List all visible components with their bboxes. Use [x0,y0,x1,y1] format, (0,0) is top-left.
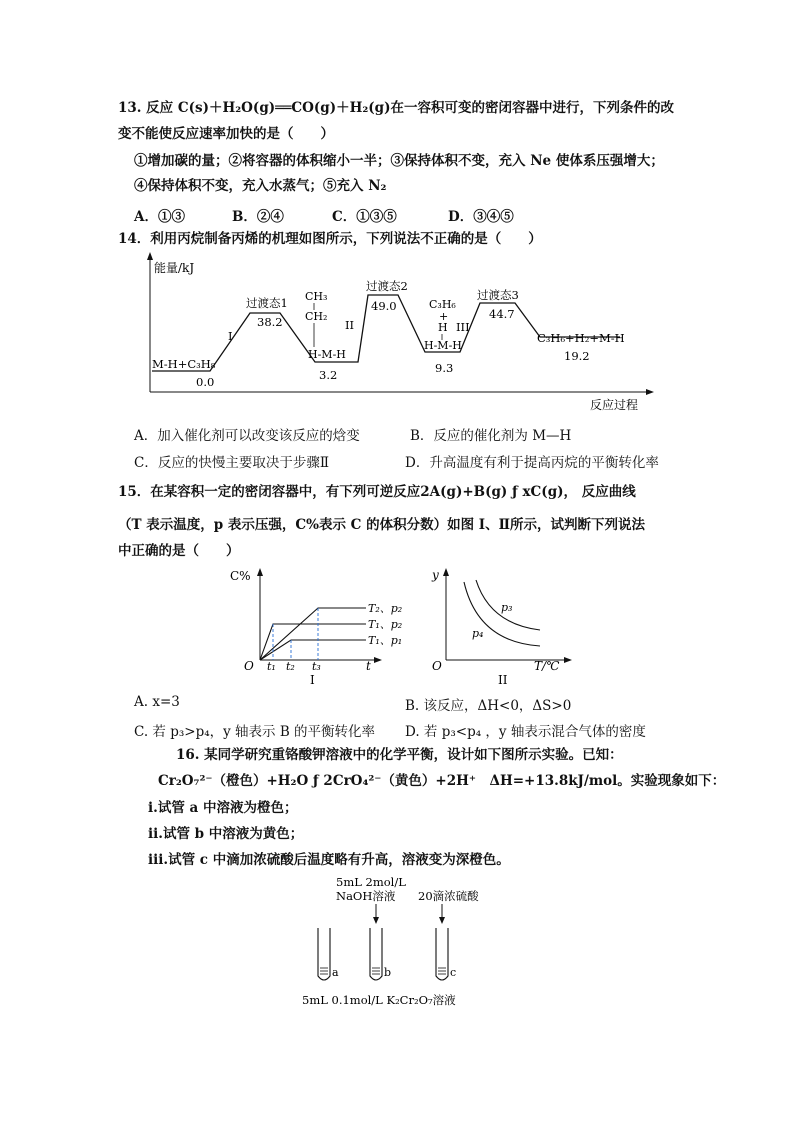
int2-c3h6: C₃H₆ [429,298,456,311]
q15-figure-1 [228,566,428,688]
q13-stem-line2: 变不能使反应速率加快的是（ ） [118,126,334,142]
q15-stem-line2: （T 表示温度，p 表示压强，C%表示 C 的体积分数）如图 Ⅰ、Ⅱ所示，试判断下列说法 [118,517,645,533]
fig2-origin: O [432,659,442,673]
tube-a-label: a [332,966,339,979]
ts2-label: 过渡态2 [366,279,408,293]
fig2-caption: II [498,673,508,687]
end-energy: 19.2 [564,349,590,363]
q16-equation: Cr₂O₇²⁻（橙色）+H₂O ƒ 2CrO₄²⁻（黄色）+2H⁺ ΔH=+13.8kJ/mol。实验现象如下： [158,773,726,789]
q15-stem-line1: 15．在某容积一定的密闭容器中，有下列可逆反应2A(g)+B(g) ƒ xC(g)， 反应曲线 [118,484,636,500]
int2-energy: 9.3 [435,361,454,375]
ts1-label: 过渡态1 [246,296,288,310]
int2-hmh: H-M-H [424,339,462,352]
start-energy: 0.0 [196,375,215,389]
ts3-label: 过渡态3 [477,288,519,302]
q16-stem-line1: 16. 某同学研究重铬酸钾溶液中的化学平衡，设计如下图所示实验。已知： [176,747,623,763]
energy-axis-label: 能量/kJ [154,261,195,275]
k2cr2o7-solution-label: 5mL 0.1mol/L K₂Cr₂O₇溶液 [302,993,456,1007]
fig2-xlabel: T/℃ [534,659,560,673]
naoh-label-line1: 5mL 2mol/L [336,875,406,889]
q13-option-c: C．①③⑤ [332,209,397,225]
q14-option-c: C．反应的快慢主要取决于步骤Ⅱ [134,455,330,471]
int1-hmh: H-M-H [308,348,346,361]
sulfuric-acid-label: 20滴浓硫酸 [418,889,479,903]
start-species: M-H+C₃H₈ [152,357,216,371]
fig2-curve-p4: p₄ [472,627,484,640]
q16-test-tube-figure [296,872,512,1012]
step-1-label: I [228,329,233,343]
q13-option-d: D．③④⑤ [448,209,514,225]
tube-b-label: b [384,966,392,979]
fig2-curve-p3: p₃ [501,601,513,614]
q15-stem-line3: 中正确的是（ ） [118,543,240,559]
int2-plus: + [439,310,449,323]
fig1-t2: t₂ [286,660,295,673]
fig1-ylabel: C% [230,569,251,583]
q16-observation-i: i.试管 a 中溶液为橙色； [148,800,298,816]
q14-option-b: B．反应的催化剂为 M—H [410,428,572,444]
step-3-label: III [456,320,470,334]
q14-energy-diagram [140,252,660,414]
q15-option-c: C. 若 p₃>p₄，y 轴表示 B 的平衡转化率 [134,724,376,740]
q14-option-a: A．加入催化剂可以改变该反应的焓变 [134,428,360,444]
end-species: C₃H₆+H₂+M-H [537,331,625,345]
fig1-caption: I [310,673,315,687]
fig1-xlabel: t [366,659,371,673]
step-2-label: II [345,318,355,332]
ts3-energy: 44.7 [489,307,515,321]
q14-option-d: D．升高温度有利于提高丙烷的平衡转化率 [405,455,659,471]
int2-h: H [438,321,448,334]
fig1-t1: t₁ [267,660,276,673]
fig1-curve-t1p1: T₁、p₁ [368,634,403,647]
q13-option-b: B．②④ [232,209,284,225]
fig1-origin: O [244,659,254,673]
reaction-progress-label: 反应过程 [590,398,639,412]
q13-condition-line1: ①增加碳的量；②将容器的体积缩小一半；③保持体积不变，充入 Ne 使体系压强增大； [134,153,664,169]
fig1-curve-t2p2: T₂、p₂ [368,602,403,615]
q15-option-b: B. 该反应，ΔH<0，ΔS>0 [405,698,572,714]
int1-ch3: CH₃ [305,290,328,303]
ts2-energy: 49.0 [371,299,397,313]
q13-option-a: A．①③ [134,209,185,225]
naoh-label-line2: NaOH溶液 [336,889,396,903]
q13-condition-line2: ④保持体积不变，充入水蒸气；⑤充入 N₂ [134,178,387,194]
tube-c-label: c [450,966,457,979]
fig1-t3: t₃ [312,660,321,673]
q14-stem: 14．利用丙烷制备丙烯的机理如图所示，下列说法不正确的是（ ） [118,231,542,247]
int1-energy: 3.2 [319,368,338,382]
q16-observation-ii: ii.试管 b 中溶液为黄色； [148,826,304,842]
q13-stem-line1: 13. 反应 C(s)＋H₂O(g)══CO(g)＋H₂(g)在一容积可变的密闭容器中进行，下列条件的改 [118,100,675,116]
q15-option-a: A. x=3 [134,694,180,710]
int1-ch2: CH₂ [305,310,328,323]
fig1-curve-t1p2: T₁、p₂ [368,618,403,631]
q15-figure-2 [428,566,578,688]
fig2-ylabel: y [432,568,439,582]
q16-observation-iii: iii.试管 c 中滴加浓硫酸后温度略有升高，溶液变为深橙色。 [148,852,510,868]
ts1-energy: 38.2 [257,315,283,329]
q15-option-d: D. 若 p₃<p₄ ，y 轴表示混合气体的密度 [405,724,646,740]
